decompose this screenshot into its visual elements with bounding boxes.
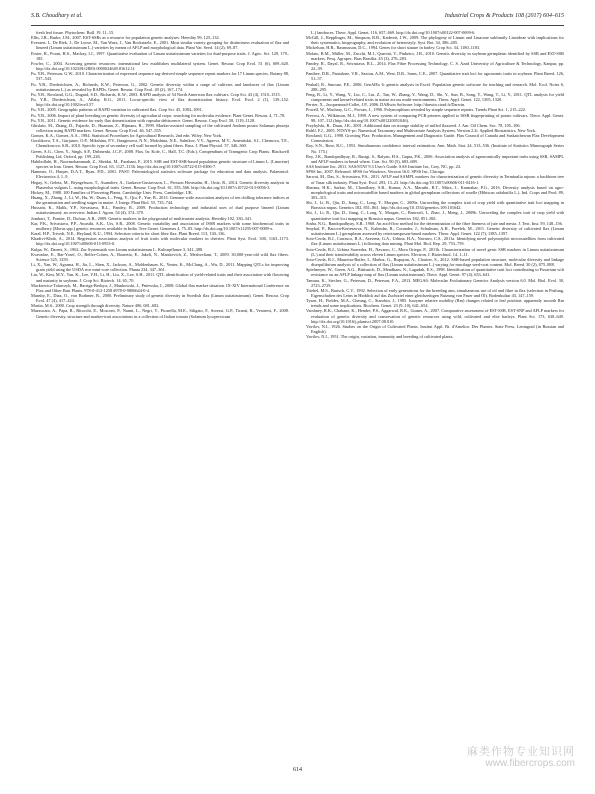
reference-entry: Ghislain, M., Zhang, D., Fajardo, D., Huaman, Z., Hijmans, R., 1999. Marker-assisted sampling of the cultivated Andean potato Solanum phureja collection using RAPD markers. Genet. Resour. Crop Evol. 46, 547–555. [31, 122, 289, 133]
reference-entry: Peakall, R., Smouse, P.E., 2006. GenAlEx 6: genetic analysis in Excel. Population genetic software for teaching and research. Mol. Ecol. Notes 6, 288–295. [306, 81, 564, 92]
reference-entry: Everaert, I., De Riek, J., De Loose, M., Van Waes, J., Van Bockstaele, E., 2001. Most similar variety grouping for distinctness evaluation of flax and linseed (Linum usitatissimum L.) varieties by means of AFLP and morphological data. Plant Var. Seed. 14 (2), 69–87. [31, 40, 289, 51]
reference-entry: Fu, Y.B., 2005. Geographic patterns of RAPD variation in cultivated flax. Crop Sci. 45, 1084–1091. [31, 107, 203, 113]
reference-entry: Pandey, R., Dayal, R., Srivastava, R.L., 2014. Flax Fibre Processing Technology. C. S. Azad University of Agriculture & Technology, Kanpur, pp. 22–39. [306, 60, 564, 72]
reference-entry: Habibollahi, H., Noormohammadi, Z., Sheidai, M., Farahani, F., 2015. SSR and EST-SSR-based population genetic structure of Linum L. (Linaceae) species in Iran. Genet. Resour. Crop Evol. 63, 1127–1136. http://dx.doi.org/10.1007/s10722-015-0306-7. [31, 158, 289, 170]
reference-entry: Jombart, T., Pontier, D., Dufour, A.B., 2009. Genetic markers in the playground of multivariate analysis. Heredity 102, 330–341. [31, 215, 253, 221]
reference-entry: Fu, Y.B., Peterson, G.W., 2010. Characterization of expressed sequence tag-derived simple sequence repeat markers for 17 Linum species. Botany 88, 537–543. [31, 71, 289, 82]
reference-entry: Fu, Y.B., 2006. Impact of plant breeding on genetic diversity of agricultural crops: searching for molecular evidence. Plant Genet. Resour. 4, 71–78. [31, 112, 286, 118]
reference-entry: Fu, Y.B., Diederichsen, A., Richards, K.W., Peterson, G., 2002. Genetic diversity within a range of cultivars and landraces of flax (Linum usitatissimum L.) as revealed by RAPDs. Genet. Resour. Crop Evol. 49 (2), 167–174. [31, 81, 289, 92]
reference-entry: Panthee, D.R., Pantalone, V.R., Saxton, A.M., West, D.R., Sams, C.E., 2007. Quantitative trait loci for agronomic traits in soybean. Plant Breed. 126, 51–57. [306, 71, 564, 82]
reference-entry: Huang, X., Zhang, J., Li, W., Hu, W., Duan, L., Feng, Y., Qiu, F., Yue, B., 2013. Genome-wide association analysis of ten chilling tolerance indices at the germination and seedling stages in maize. J. Integr. Plant Biol. 55, 735–744. [31, 195, 289, 206]
reference-entry: Perrier, X., Jacquemoud-Collet, J.P., 2006. DARwin Software. http://darwin.cirad.fr/Darwin. [306, 102, 466, 108]
reference-entry: Martin, M.S., 2000. Crop strength through diversity. Nature 406, 681–682. [31, 303, 160, 309]
reference-entry: Vavilov, N.I., 1951. The origin, variation, immunity and breeding of cultivated plants. [306, 334, 454, 340]
reference-entry: Prevost, A., Wilkinson, M.J., 1999. A new system of comparing PCR primers applied to ISSR fingerprinting of potato cultivars. Theor. Appl. Genet. 98, 107–112 (http://dx.doi.org/10.1007/s001220051046). [306, 112, 564, 123]
reference-entry: Ellis, J.R., Burke, J.M., 2007. EST-SSRs as a resource for population genetic analyses. Heredity 99, 125–132. [31, 35, 220, 41]
reference-entry: Varshney, R.K., Chabane, K., Hendre, P.S., Aggarwal, R.K., Graner, A., 2007. Comparative assessment of EST-SSR, EST-SNP and AFLP markers for evaluation of genetic diversity and conservation of genetic resources using wild, cultivated and elite barleys. Plant Sci. 173, 638–649. http://dx.doi.org/10.1016/j.plantsci.2007.08.010. [306, 308, 564, 324]
reference-entry: Przybylski, R., Daun, J.K., 2001. Additional data on storage stability of milled flaxseed. J. Am. Oil Chem. Soc. 78, 105–106. [306, 122, 521, 128]
reference-entry: Tamura, K., Stecher, G., Peterson, D., Peterson, F.A., 2013. MEGA6: Molecular Evolutionary Genetics Analysis version 6.0. Mol. Biol. Evol. 30, 2725–2729. [306, 277, 564, 288]
reference-entry: McGill, J., Repplinger, M., Simpson, B.B., Kadereit, J.W., 2009. The phylogeny of Linum and Linaceae subfamily Linoideae with implications for their systematics, biogeography, and evolution of heterostyly. Syst. Bot. 34, 386–405. [306, 35, 564, 46]
site-watermark [467, 746, 575, 770]
reference-entry: Kulpa, W., Danert, S., 1962. Zur Systematik von Linum usitatissimum L. Kulturpflanze 3, 341–388. [31, 246, 204, 252]
reference-entry: Sharma, H.K., Sarkar, M., Choudhary, S.B., Kumar, A.A., Maruthi, R.T., Mitra, J., Karmakar, P.G., 2016. Diversity analysis based on agro-morphological traits and microsatellite based markers in global germplasm collections of roselle (Hibiscus sabdariffa L.). Ind. Crops and Prod. 89, 303–315. [306, 184, 564, 200]
reference-entry: Tyson, H., Fieldes, M.A., Cheung, C., Starobin, J., 1985. Isozyme relative mobility (Rm) changes related to leaf position: apparently smooth Rm trends and some implications. Biochem. Genet. 23 (9–10), 641–654. [306, 298, 564, 309]
reference-entry: Sarwat, M., Das, S., Srivastava, P.S., 2011. AFLP and SAMPL markers for characterization of genetic diversity in Terminalia arjuna: a backbone tree of Tasar silk industry. Plant Syst. Evol. 293, 13–23. http://dx.doi.org/10.1007/s00606-011-0416-1. [306, 174, 564, 185]
reference-entry: Roy, S.N., Bose, R.C., 1953. Simultaneous confidence interval estimation. Ann. Math. Stat. 24, 513–536. (Institute of Statistics Mimeograph Series No. 175.) [306, 143, 564, 154]
reference-entry: Roy, J.K., Bandopadhyay, R., Rustgi, S., Balyan, H.S., Gupta, P.K., 2006. Association analysis of agronomically important traits using SSR, SAMPL and AFLP markers in bread wheat. Curr. Sci. 90 (5), 683–689. [306, 153, 564, 164]
reference-entry: Foster, R., Pooni, H.S., Mackay, I.J., 1997. Quantitative evaluation of Linum usitatissimum varieties for dual-purpose traits. J. Agric. Sci. 129, 179–185. [31, 50, 289, 61]
page-number: 614 [293, 767, 302, 773]
reference-entry: Gomez, K.A., Gomez, A.A., 1984. Statistical Procedures for Agricultural Research, 2nd edn. Wiley, New York. [31, 133, 223, 139]
reference-entry: Kar, P.K., Srivastava, P.P., Awasthi, A.K., Urs, S.R., 2008. Genetic variability and association of ISSR markers with some biochemical traits in mulberry (Morus spp.) genetic resources available in India. Tree Genet. Genomes 4, 75–83. http://dx.doi.org/10.1007/s11295-007-0089-x. [31, 220, 289, 231]
reference-entry: Shi, J., Li, R., Qiu, D., Jiang, C., Long, Y., Morgan, C., Bancroft, I., Zhao, J., Meng, J., 2009b. Unraveling the complex trait of crop yield with quantitative trait loci mapping in Brassica napus. Genetics 182, 851–861. [306, 210, 564, 221]
reference-entry: Rowland, G.G., 1998. Growing Flax: Production, Management and Diagnostic Guide. Flax Council of Canada and Saskatchewan Flax Development Commission. [306, 133, 564, 144]
reference-entry: SPSS Inc, 2007. Released. SPSS for Windows, Version 16.0. SPSS Inc, Chicago. [306, 169, 446, 175]
reference-entry: Hickey, M., 1988. 100 Families of Flowering Plants. Cambridge Univ. Press, Cambridge, UK. [31, 189, 193, 195]
reference-entry: Kvavadze, E., Bar-Yosef, O., Belfer-Cohen, A., Boaretto, E., Jakeli, N., Matskevich, Z., Meshveliani, T., 2009. 30,000-year-old wild flax fibers. Science 325, 1359. [31, 251, 289, 262]
reference-entry: Vavilov, N.I., 1926. Studies on the Origin of Cultivated Plants. Institut Appl. Bt. d'Amelior. Des Plantes. State Press, Leningrad (in Russian and English). [306, 323, 564, 335]
reference-entry: Soto-Cerda, B.J., Urbina Saavedra, H., Navarro, C., Mora Ortega, P., 2011b. Characterization of novel genic SSR markers in Linum usitatissimum (L.) and their transferability across eleven Linum species. Electron. J. Biotechnol. 14, 1–11. [306, 246, 564, 257]
reference-entry: Triebel, M.S., Bartsch, C.V., 1992. Selection of early generations for the breeding aim, simultaneous use of oil and fibre in flax (selection in Prüfung, Eigenschaften des Leins in Hinblick auf das Zuchtziel einer gleichzeitigen Nutzung von Faser und Öl). Bodenkultur 43, 147–159. [306, 287, 564, 298]
reference-entry: Soto-Cerda, B.J., Carrasco, R.A., Aravena, G.A., Urbina, H.A., Navarro, C.S., 2011a. Identifying novel polymorphic microsatellites from cultivated flax (Linum usitatissimum L.) following data mining. Plant Mol. Biol. Rep. 29, 753–759. [306, 236, 564, 247]
reference-entry: Mansby, E., Diaz, O., von Bothmer, R., 2000. Preliminary study of genetic diversity in Swedish flax (Linum usitatissimum). Genet. Resour. Crop Evol. 47 (4), 417–424. [31, 292, 289, 304]
reference-columns [31, 30, 564, 758]
reference-entry: Fu, Y.B., 2011. Genetic evidence for early flax domestication with capsular dehiscence. Genet. Resour. Crop Evol. 58, 1119–1128. [31, 117, 256, 123]
reference-entry: fresh leaf tissue. Phytochem. Bull. 19, 11–15. [36, 30, 115, 35]
reference-entry: Liu, W., Kim, M.Y., Van, K., Lee, Y.H., Li, H., Liu, X., Lee, S.H., 2011. QTL identification of yield-related traits and their association with flowering and maturity in soybean. J. Crop Sci. Biotech. 14, 65–70. [31, 272, 289, 283]
reference-entry: Hegay, S., Geleta, M., Bryngelsson, T., Asanaliev, A., Garkava-Gustavsson, L., Persson Hovmalm, H., Ortiz, R., 2014. Genetic diversity analysis in Phaseolus vulgaris L. using morphological traits. Genet. Resour. Crop Evol. 61, 555–566. http://dx.doi.org/10.1007/s10722-013-0056-3. [31, 179, 289, 190]
reference-entry: Soto-Cerda, B.J., Maureira-Butler, I., Muñoz, G., Rupayan, A., Cloutier, S., 2012. SSR-based population structure, molecular diversity and linkage disequilibrium analysis of a collection of flax (Linum usitatissimum L.) varying for mucilage seed-coat content. Mol. Breed. 30 (2), 875–888. [306, 256, 564, 268]
reference-entry: Fowler, C., 2004. Accessing genetic resources: international law establishes multilateral system. Genet. Resour. Crop Evol. 51 (6), 609–620. http://dx.doi.org/10.1023/B:GRES.0000024649.81612.1f. [31, 60, 289, 72]
header-rule [31, 25, 564, 26]
reference-entry: SAS Institute Inc, 2011. SAS/STAT 9.3 User's Guide. SAS Institute Inc, Cary, NC, pp. 24. [306, 164, 461, 170]
reference-entry: Fu, Y.B., Diederichsen, A., Allaby, R.G., 2011. Locus-specific view of flax domestication history. Ecol. Evol. 2 (1), 139–152. http://dx.doi.org/10.1002/ece3.57. [31, 97, 289, 108]
reference-entry: Khadivi-Khub, A., 2014. Regression association analysis of fruit traits with molecular markers in cherries. Plant Syst. Evol. 300, 1163–1173. http://dx.doi.org/10.1007/s00606-013-0953-0. [31, 236, 289, 247]
watermark-name: 麻类作物专业知识网 [467, 745, 575, 758]
reference-column-left [31, 30, 289, 758]
reference-entry: Smykal, P., Bacova-Kerteszova, N., Kalendar, R., Corander, J., Schulman, A.H., Pavelek, M., 2011. Genetic diversity of cultivated flax (Linum usitatissimum L.) germplasm assessed by retrotransposon-based markers. Theor. Appl. Genet. 122 (7), 1385–1397. [306, 225, 564, 237]
reference-entry: Shi, J., Li, R., Qiu, D., Jiang, C., Long, Y., Morgan, C., 2009a. Unraveling the complex trait of crop yield with quantitative trait loci mapping in Brassica napus. Genetics 182, 851–861. http://dx.doi.org/10.1534/genetics.109.101642. [306, 200, 564, 211]
reference-entry: Karal, H.P., Trivedi, N.E., Heyland, K.U., 1994. Selection criteria for short fibre flax. Plant Breed. 113, 130–136. [31, 231, 226, 237]
header-authors: S.B. Choudhary et al. [31, 13, 83, 19]
reference-entry: Powell, W., Machray, G.C., Provan, J., 1996. Polymorphism revealed by simple sequence repeats. Trends Plant Sci. 1, 215–222. [306, 107, 527, 113]
reference-column-right [306, 30, 564, 758]
reference-entry: Spielmeyer, W., Green, A.G., Bittisnich, D., Mendham, N., Lagudah, E.S., 1998. Identification of quantitative trait loci contributing to Fusarium wilt resistance on an AFLP linkage map of flax (Linum usitatissimum). Theor. Appl. Genet. 97 (4), 633–641. [306, 267, 564, 278]
reference-entry: Fu, Y.B., Rowland, G.G., Duguid, S.D., Richards, K.W., 2003. RAPD analysis of 54 North American flax cultivars. Crop Sci. 43 (4), 1510–1515. [31, 91, 281, 97]
reference-entry: Mackiewicz-Talarczyk, M., Barriga-Bedoya, J., Mankowski, J., Pniewska, I., 2008. Global flax market situation. IX-XIV International Conference on Flax and Other Bast Plants. 978-0-412-1258 #978-0-9806644-0-4. [31, 282, 289, 293]
reference-entry: Mazzucato, A., Papa, R., Bitocchi, E., Mosconi, P., Nanni, L., Negri, V., Picarella, M.E., Siligato, F., Soressi, G.P., Tiranti, B., Veronesi, F., 2008. Genetic diversity, structure and marker-trait associations in a collection of Italian tomato (Solanum lycopersicum [31, 308, 289, 319]
reference-entry: Rohlf, F.J., 2005. NTSYS-pc: Numerical Taxonomy and Multivariate Analysis System, Version 2.2i. Applied Biostatistics, New York. [306, 127, 537, 133]
reference-entry: Sinha, N.G., Bandopadhyay, S.B., 1968. An acid-flow method for the determination of the fibre fineness of jute and mesta. J. Text. Inst. 59, 148–156. [306, 220, 563, 226]
reference-entry: Gorshkova, T.A., Gurjanov, O.P., Mikshina, P.V., Ibragimova, N.N., Mokshina, N.E., Salnikov, V.V., Ageeva, M.V., Amenitskii, S.I., Chernova, T.E., Chemikosova, S.B., 2010. Specific type of secondary cell wall formed by plant fibers. Russ. J. Plant Physiol. 57, 346–360. [31, 138, 289, 149]
reference-entry: Mickelson, H.R., Rasmusson, D.C., 1994. Genes for short stature in barley. Crop Sci. 34, 1180–1183. [306, 45, 481, 51]
reference-entry: Hammer, O., Harper, D.A.T., Ryan, P.D., 2001. PAST: Paleontological statistics software package for education and data analysis. Palaeontol. Electronica 4, 1–9. [31, 169, 289, 180]
reference-entry: Molato, B.M., Müller, M., Zucchi, M.I., Quecini, V., Pinheiro, J.B., 2010. Genetic diversity in soybean germplasm identified by SSR and EST-SSR markers. Pesq. Agropec. Bras Brasília. 45 (3), 276–283. [306, 50, 564, 61]
header-journal: Industrial Crops & Products 108 (2017) 604–615 [444, 13, 564, 19]
reference-entry: Green, A.G., Chen, Y., Singh, S.P., Dribnenki, J.C.P., 2008. Flax. In: Kole, C., Hall, T.C. (Eds.), Compendium of Transgenic Crop Plants. Blackwell Publishing Ltd, Oxford, pp. 199–226. [31, 148, 289, 159]
reference-entry: Li, X., Yan, W., Agrama, H., Jia, L., Shen, X., Jackson, A., Moldenhauer, K., Yeater, K., McClung, A., Wu, D., 2011. Mapping QTLs for improving grain yield using the USDA rice mini-core collection. Planta 234, 347–361. [31, 262, 289, 273]
reference-entry: Peng, B., Li, Y., Wang, Y., Liu, C., Liu, Z., Tan, W., Zhang, Y., Wang, D., Shi, Y., Sun, B., Song, Y., Wang, T., Li, Y., 2011. QTL analysis for yield components and kernel-related traits in maize across multi-environments. Theor. Appl. Genet. 122, 1305–1320. [306, 91, 564, 103]
watermark-url: www.fibercrops.com [485, 758, 575, 769]
reference-entry: Hussain, K., Malik, Y.P., Srivastava, R.L., Pandey, R., 2009. Production technology and industrial uses of dual purpose linseed (Linum usitatissimum): an overview. Indian J. Agron. 54 (4), 374–379. [31, 205, 289, 216]
reference-entry: L.) landraces. Theor. Appl. Genet. 116, 657–669. http://dx.doi.org/10.1007/s00122-007-0699-6. [311, 30, 476, 35]
